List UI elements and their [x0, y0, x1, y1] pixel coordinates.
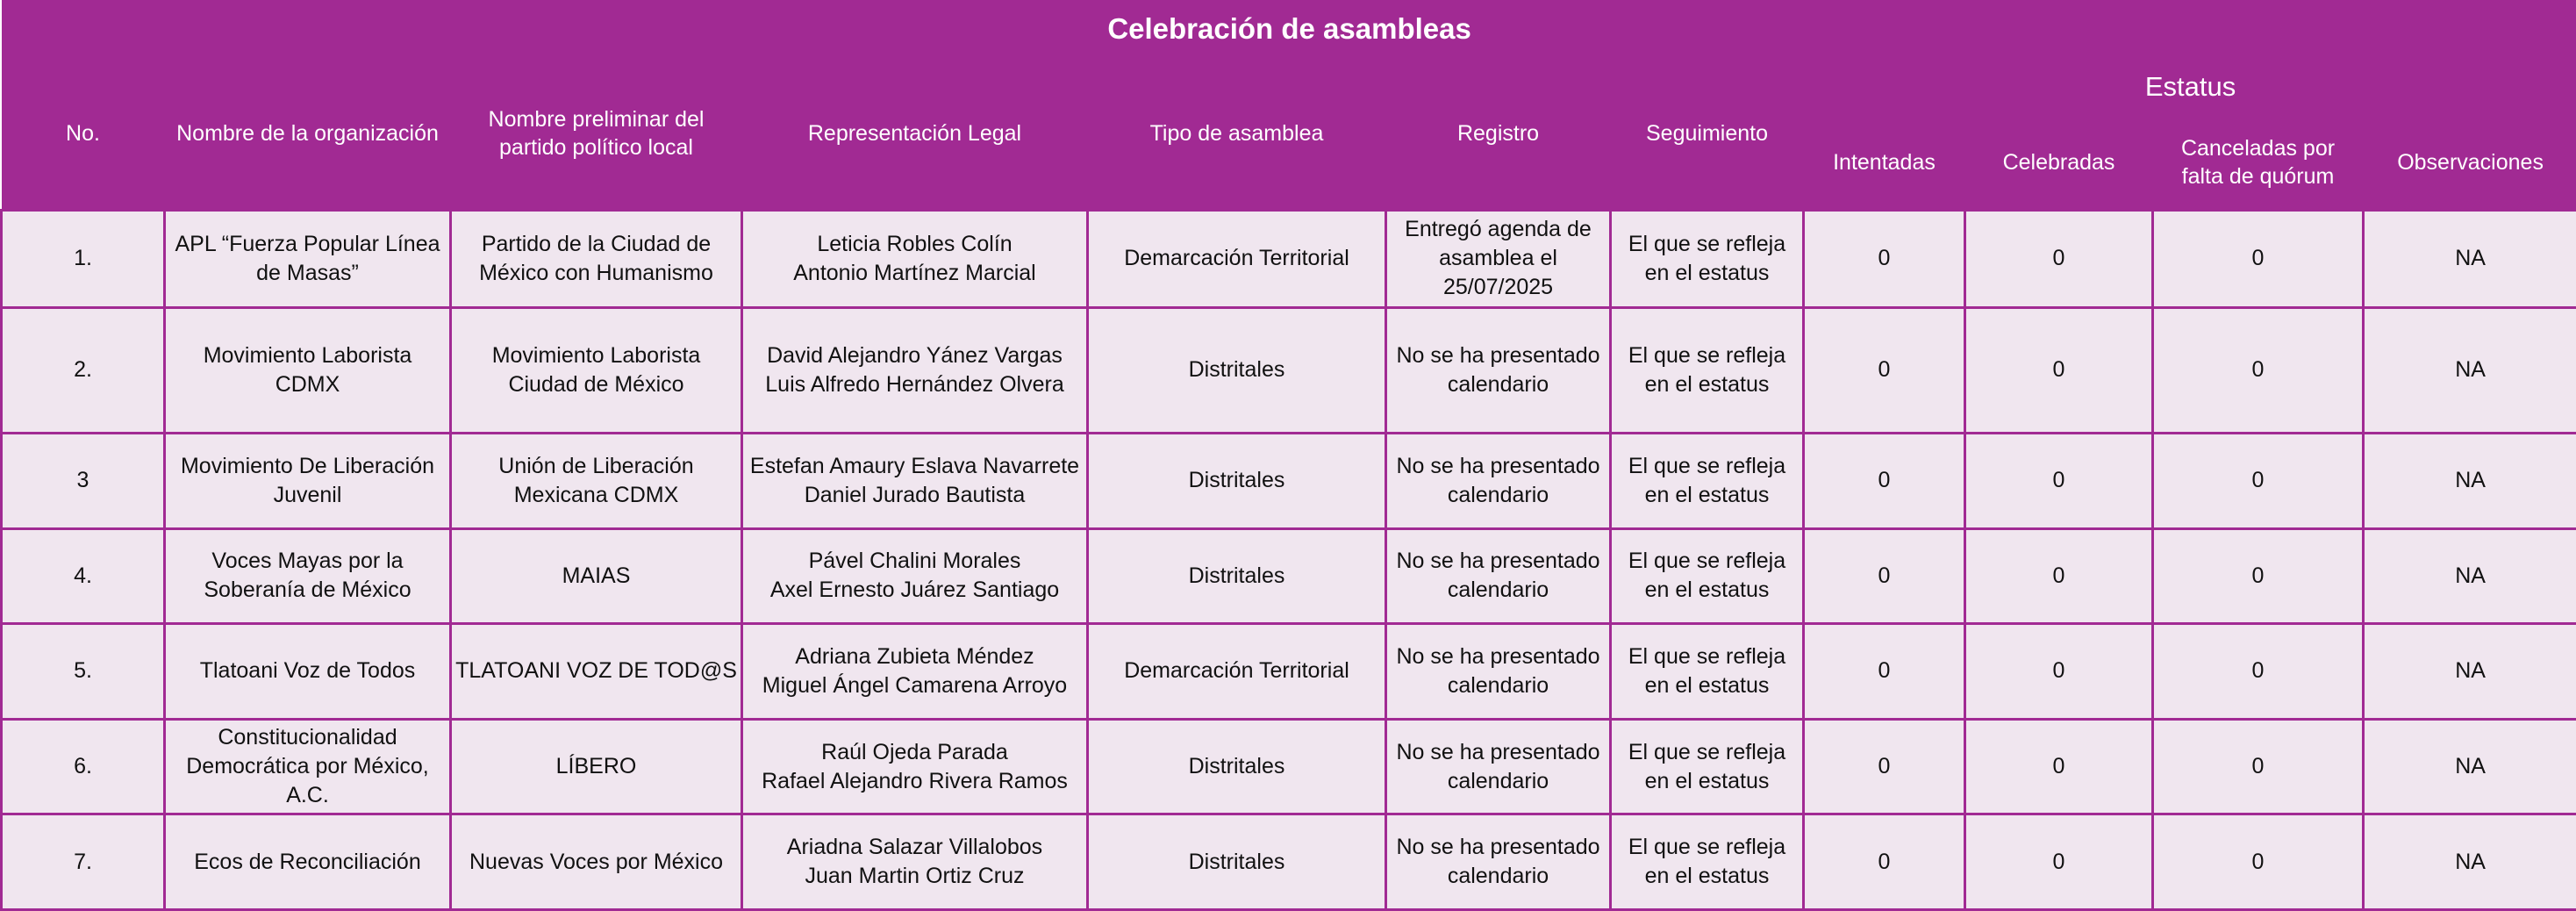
legal-rep-name: Luis Alfredo Hernández Olvera: [765, 371, 1064, 397]
cell-observations: NA: [2364, 814, 2576, 910]
cell-legal-rep: [742, 528, 1088, 624]
legal-rep-name: Antonio Martínez Marcial: [793, 260, 1036, 285]
cell-cancelled: 0: [2153, 624, 2364, 720]
cell-celebrated: 0: [1965, 307, 2153, 433]
cell-organization: Constitucionalidad Democrática por México, A.C.: [165, 719, 451, 814]
legal-rep-name: David Alejandro Yánez Vargas: [767, 342, 1063, 368]
cell-party-name: TLATOANI VOZ DE TOD@S: [451, 624, 742, 720]
cell-celebrated: 0: [1965, 211, 2153, 308]
cell-registry: No se ha presentado calendario: [1386, 719, 1611, 814]
cell-followup: El que se refleja en el estatus: [1611, 528, 1804, 624]
legal-rep-name: Leticia Robles Colín: [817, 231, 1013, 256]
cell-party-name: Nuevas Voces por México: [451, 814, 742, 910]
cell-legal-rep: [742, 434, 1088, 529]
cell-observations: NA: [2364, 624, 2576, 720]
cell-assembly-type: Demarcación Territorial: [1088, 211, 1386, 308]
table-row: [2, 211, 2576, 308]
cell-followup: El que se refleja en el estatus: [1611, 434, 1804, 529]
cell-celebrated: 0: [1965, 624, 2153, 720]
cell-party-name: LÍBERO: [451, 719, 742, 814]
cell-organization: Movimiento Laborista CDMX: [165, 307, 451, 433]
legal-rep-name: Juan Martin Ortiz Cruz: [805, 864, 1025, 889]
table-row: [2, 814, 2576, 910]
cell-assembly-type: Distritales: [1088, 814, 1386, 910]
cell-attempted: 0: [1804, 307, 1965, 433]
legal-rep-name: Pável Chalini Morales: [808, 549, 1021, 574]
legal-rep-name: Adriana Zubieta Méndez: [795, 643, 1034, 669]
header-assembly-type: Tipo de asamblea: [1088, 58, 1386, 211]
header-no: No.: [2, 58, 165, 211]
cell-registry: No se ha presentado calendario: [1386, 528, 1611, 624]
cell-assembly-type: Distritales: [1088, 528, 1386, 624]
cell-assembly-type: Distritales: [1088, 719, 1386, 814]
legal-rep-name: Miguel Ángel Camarena Arroyo: [762, 672, 1068, 698]
cell-celebrated: 0: [1965, 528, 2153, 624]
cell-party-name: Movimiento Laborista Ciudad de México: [451, 307, 742, 433]
header-celebrated: Celebradas: [1965, 116, 2153, 211]
cell-no: 7.: [2, 814, 165, 910]
cell-attempted: 0: [1804, 528, 1965, 624]
cell-registry: No se ha presentado calendario: [1386, 434, 1611, 529]
table-body: [2, 211, 2576, 910]
cell-no: 6.: [2, 719, 165, 814]
table-row: [2, 528, 2576, 624]
cell-celebrated: 0: [1965, 814, 2153, 910]
cell-no: 1.: [2, 211, 165, 308]
cell-attempted: 0: [1804, 814, 1965, 910]
cell-registry: Entregó agenda de asamblea el 25/07/2025: [1386, 211, 1611, 308]
header-followup: Seguimiento: [1611, 58, 1804, 211]
legal-rep-name: Daniel Jurado Bautista: [804, 482, 1026, 507]
cell-assembly-type: Distritales: [1088, 307, 1386, 433]
cell-cancelled: 0: [2153, 211, 2364, 308]
cell-attempted: 0: [1804, 719, 1965, 814]
cell-organization: Voces Mayas por la Soberanía de México: [165, 528, 451, 624]
cell-party-name: MAIAS: [451, 528, 742, 624]
cell-registry: No se ha presentado calendario: [1386, 814, 1611, 910]
cell-followup: El que se refleja en el estatus: [1611, 814, 1804, 910]
cell-legal-rep: [742, 211, 1088, 308]
header-legal-rep: Representación Legal: [742, 58, 1088, 211]
legal-rep-name: Rafael Alejandro Rivera Ramos: [762, 768, 1068, 793]
cell-observations: NA: [2364, 307, 2576, 433]
legal-rep-name: Axel Ernesto Juárez Santiago: [769, 577, 1060, 603]
header-party-name: Nombre preliminar del partido político local: [451, 58, 742, 211]
legal-rep-name: Estefan Amaury Eslava Navarrete: [749, 453, 1080, 478]
cell-observations: NA: [2364, 211, 2576, 308]
cell-followup: El que se refleja en el estatus: [1611, 719, 1804, 814]
cell-cancelled: 0: [2153, 528, 2364, 624]
header-status-group: Estatus: [1804, 58, 2576, 116]
legal-rep-name: Ariadna Salazar Villalobos: [786, 835, 1043, 860]
cell-party-name: Unión de Liberación Mexicana CDMX: [451, 434, 742, 529]
cell-no: 5.: [2, 624, 165, 720]
cell-celebrated: 0: [1965, 719, 2153, 814]
cell-no: 4.: [2, 528, 165, 624]
header-organization: Nombre de la organización: [165, 58, 451, 211]
cell-assembly-type: Distritales: [1088, 434, 1386, 529]
cell-organization: Tlatoani Voz de Todos: [165, 624, 451, 720]
cell-followup: El que se refleja en el estatus: [1611, 307, 1804, 433]
cell-organization: Movimiento De Liberación Juvenil: [165, 434, 451, 529]
cell-legal-rep: [742, 624, 1088, 720]
cell-followup: El que se refleja en el estatus: [1611, 211, 1804, 308]
header-cancelled: Canceladas por falta de quórum: [2153, 116, 2364, 211]
cell-cancelled: 0: [2153, 307, 2364, 433]
table-row: [2, 719, 2576, 814]
cell-cancelled: 0: [2153, 434, 2364, 529]
header-attempted: Intentadas: [1804, 116, 1965, 211]
cell-organization: APL “Fuerza Popular Línea de Masas”: [165, 211, 451, 308]
cell-cancelled: 0: [2153, 719, 2364, 814]
cell-no: 3: [2, 434, 165, 529]
table-row: [2, 624, 2576, 720]
cell-observations: NA: [2364, 528, 2576, 624]
legal-rep-name: Raúl Ojeda Parada: [821, 739, 1008, 764]
cell-assembly-type: Demarcación Territorial: [1088, 624, 1386, 720]
cell-observations: NA: [2364, 719, 2576, 814]
header-registry: Registro: [1386, 58, 1611, 211]
cell-attempted: 0: [1804, 624, 1965, 720]
cell-legal-rep: [742, 814, 1088, 910]
cell-attempted: 0: [1804, 434, 1965, 529]
table-row: [2, 434, 2576, 529]
table-title: Celebración de asambleas: [2, 0, 2576, 58]
table-row: [2, 307, 2576, 433]
cell-celebrated: 0: [1965, 434, 2153, 529]
cell-legal-rep: [742, 719, 1088, 814]
cell-cancelled: 0: [2153, 814, 2364, 910]
cell-legal-rep: [742, 307, 1088, 433]
cell-followup: El que se refleja en el estatus: [1611, 624, 1804, 720]
cell-observations: NA: [2364, 434, 2576, 529]
cell-organization: Ecos de Reconciliación: [165, 814, 451, 910]
cell-no: 2.: [2, 307, 165, 433]
cell-attempted: 0: [1804, 211, 1965, 308]
cell-registry: No se ha presentado calendario: [1386, 624, 1611, 720]
cell-registry: No se ha presentado calendario: [1386, 307, 1611, 433]
table-header: [2, 0, 2576, 211]
header-observations: Observaciones: [2364, 116, 2576, 211]
cell-party-name: Partido de la Ciudad de México con Humanismo: [451, 211, 742, 308]
